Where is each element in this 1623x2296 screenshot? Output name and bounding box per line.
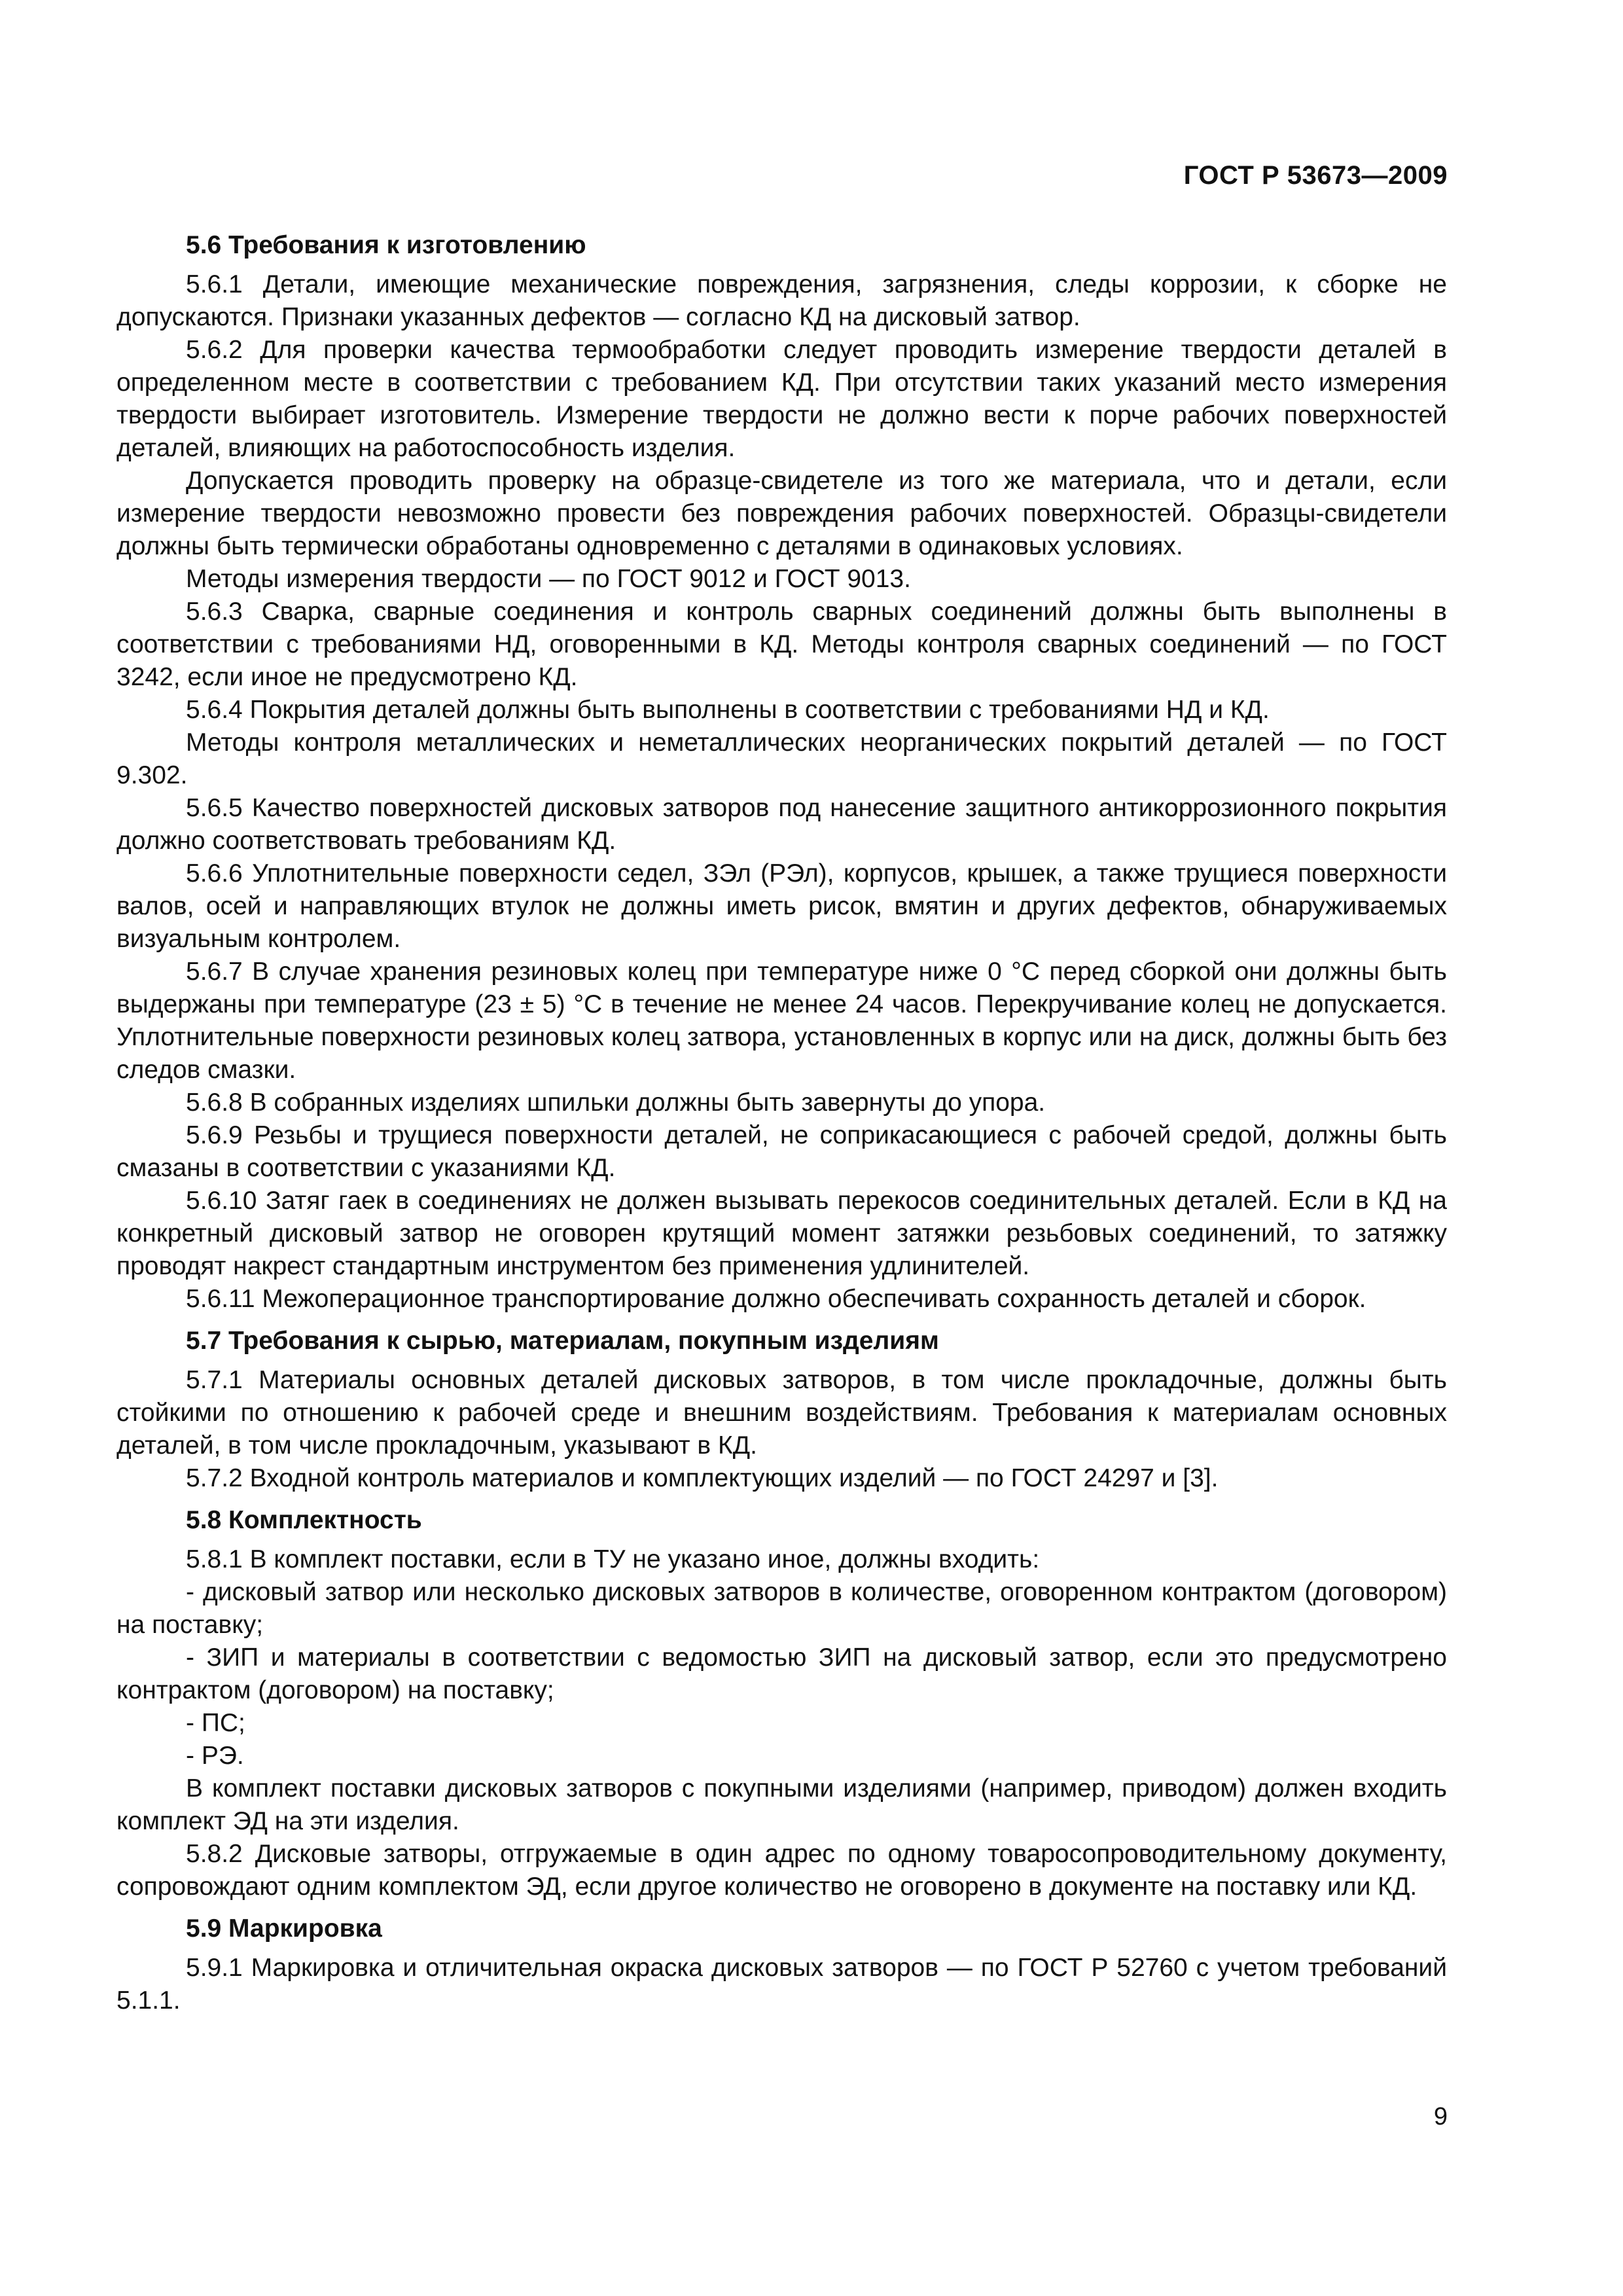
- paragraph: Допускается проводить проверку на образце-свидетеле из того же материала, что и детали, если измерение твердости невозможно провести без повреждения рабочих поверхностей. Образцы-свидетели должны быть термически обработаны одновременно с деталями в одинаковых условиях.: [116, 467, 1447, 560]
- paragraph: 5.6.7 В случае хранения резиновых колец при температуре ниже 0 °С перед сборкой они должны быть выдержаны при температуре (23 ± 5) °С в течение не менее 24 часов. Перекручивание колец не допускается. Уплотнительные поверхности резиновых колец затвора, установленных в корпус или на диск, должны быть без следов смазки.: [116, 958, 1447, 1084]
- paragraph: 5.6.2 Для проверки качества термообработки следует проводить измерение твердости деталей в определенном месте в соответствии с требованием КД. При отсутствии таких указаний место измерения твердости выбирает изготовитель. Измерение твердости не должно вести к порче рабочих поверхностей деталей, влияющих на работоспособность изделия.: [116, 336, 1447, 462]
- section-heading: 5.6 Требования к изготовлению: [186, 231, 586, 259]
- paragraph: Методы контроля металлических и неметаллических неорганических покрытий деталей — по ГОСТ 9.302.: [116, 728, 1447, 789]
- section-heading: 5.8 Комплектность: [186, 1506, 422, 1534]
- section-heading: 5.9 Маркировка: [186, 1914, 382, 1943]
- document-body: [116, 229, 1447, 2017]
- list-item: - ПС;: [186, 1709, 245, 1737]
- paragraph: 5.7.2 Входной контроль материалов и комплектующих изделий — по ГОСТ 24297 и [3].: [186, 1464, 1219, 1492]
- paragraph: 5.6.5 Качество поверхностей дисковых затворов под нанесение защитного антикоррозионного покрытия должно соответствовать требованиям КД.: [116, 794, 1447, 855]
- paragraph: 5.8.1 В комплект поставки, если в ТУ не указано иное, должны входить:: [186, 1545, 1040, 1573]
- section-heading: 5.7 Требования к сырью, материалам, покупным изделиям: [186, 1327, 939, 1355]
- paragraph: 5.6.4 Покрытия деталей должны быть выполнены в соответствии с требованиями НД и КД.: [186, 696, 1270, 724]
- paragraph: 5.6.8 В собранных изделиях шпильки должны быть завернуты до упора.: [186, 1088, 1046, 1117]
- paragraph: В комплект поставки дисковых затворов с покупными изделиями (например, приводом) должен входить комплект ЭД на эти изделия.: [116, 1774, 1447, 1835]
- paragraph: 5.8.2 Дисковые затворы, отгружаемые в один адрес по одному товаросопроводительному документу, сопровождают одним комплектом ЭД, если другое количество не оговорено в документе на поставку или КД.: [116, 1840, 1447, 1901]
- paragraph: 5.6.6 Уплотнительные поверхности седел, ЗЭл (РЭл), корпусов, крышек, а также трущиеся поверхности валов, осей и направляющих втулок не должны иметь рисок, вмятин и других дефектов, обнаруживаемых визуальным контролем.: [116, 859, 1447, 953]
- paragraph: 5.9.1 Маркировка и отличительная окраска дисковых затворов — по ГОСТ Р 52760 с учетом требований 5.1.1.: [116, 1954, 1447, 2015]
- paragraph: 5.6.10 Затяг гаек в соединениях не должен вызывать перекосов соединительных деталей. Если в КД на конкретный дисковый затвор не оговорен крутящий момент затяжки резьбовых соединений, то затяжку проводят накрест стандартным инструментом без применения удлинителей.: [116, 1187, 1447, 1280]
- list-item: - РЭ.: [186, 1742, 244, 1770]
- paragraph: 5.7.1 Материалы основных деталей дисковых затворов, в том числе прокладочные, должны быть стойкими по отношению к рабочей среде и внешним воздействиям. Требования к материалам основных деталей, в том числе прокладочным, указывают в КД.: [116, 1366, 1447, 1460]
- list-item: - ЗИП и материалы в соответствии с ведомостью ЗИП на дисковый затвор, если это предусмотрено контрактом (договором) на поставку;: [116, 1643, 1447, 1704]
- list-item: - дисковый затвор или несколько дисковых затворов в количестве, оговоренном контрактом (договором) на поставку;: [116, 1578, 1447, 1639]
- page-number: 9: [1433, 2103, 1448, 2130]
- document-code: ГОСТ Р 53673—2009: [1183, 161, 1448, 190]
- paragraph: 5.6.3 Сварка, сварные соединения и контроль сварных соединений должны быть выполнены в соответствии с требованиями НД, оговоренными в КД. Методы контроля сварных соединений — по ГОСТ 3242, если иное не предусмотрено КД.: [116, 598, 1447, 691]
- paragraph: 5.6.1 Детали, имеющие механические повреждения, загрязнения, следы коррозии, к сборке не допускаются. Признаки указанных дефектов — согласно КД на дисковый затвор.: [116, 270, 1447, 331]
- paragraph: 5.6.11 Межоперационное транспортирование должно обеспечивать сохранность деталей и сборок.: [186, 1285, 1366, 1313]
- paragraph: 5.6.9 Резьбы и трущиеся поверхности деталей, не соприкасающиеся с рабочей средой, должны быть смазаны в соответствии с указаниями КД.: [116, 1121, 1447, 1182]
- paragraph: Методы измерения твердости — по ГОСТ 9012 и ГОСТ 9013.: [186, 565, 911, 593]
